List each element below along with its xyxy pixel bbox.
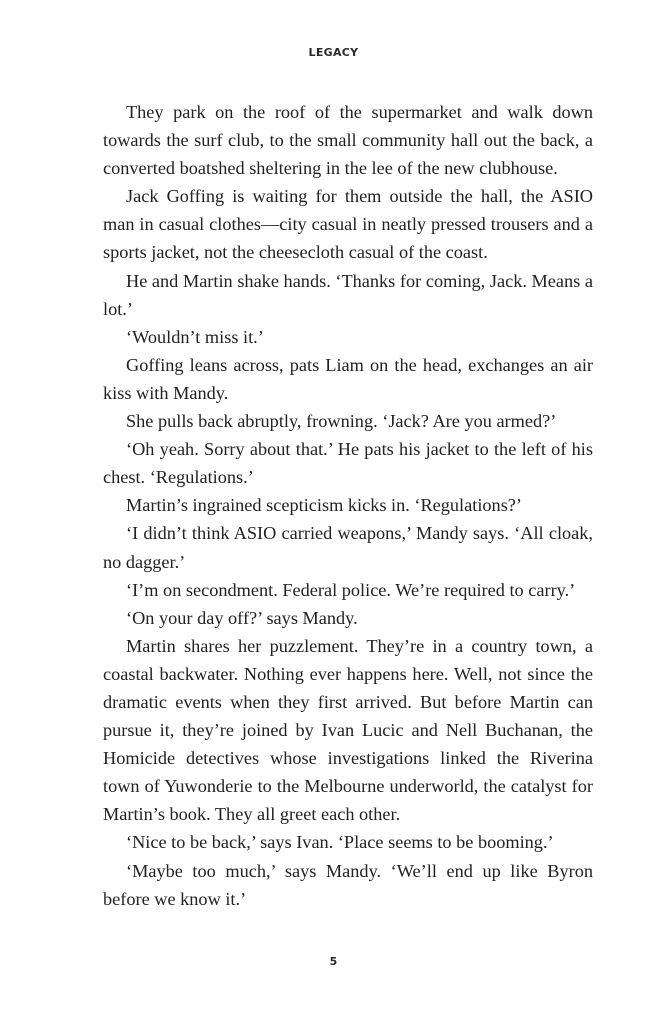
- paragraph: ‘Oh yeah. Sorry about that.’ He pats his jacket to the left of his chest. ‘Regulations.’: [103, 439, 593, 488]
- paragraph: She pulls back abruptly, frowning. ‘Jack? Are you armed?’: [126, 411, 557, 432]
- paragraph: Martin’s ingrained scepticism kicks in. ‘Regulations?’: [126, 495, 523, 516]
- paragraph: Jack Goffing is waiting for them outside the hall, the ASIO man in casual clothes—city casual in neatly pressed trousers and a sports jacket, not the cheesecloth casual of the coast.: [103, 186, 593, 263]
- paragraph: ‘I didn’t think ASIO carried weapons,’ Mandy says. ‘All cloak, no dagger.’: [103, 523, 593, 572]
- paragraph: ‘I’m on secondment. Federal police. We’re required to carry.’: [126, 579, 576, 600]
- paragraph: Martin shares her puzzlement. They’re in a country town, a coastal backwater. Nothing ever happens here. Well, not since the dramatic events when they first arrived. But before Martin can pursue it, they’re joined by Ivan Lucic and Nell Buchanan, the Homicide detectives whose investigations linked the Riverina town of Yuwonderie to the Melbourne underworld, the catalyst for Martin’s book. They all greet each other.: [103, 635, 593, 825]
- paragraph: ‘Nice to be back,’ says Ivan. ‘Place seems to be booming.’: [126, 832, 554, 853]
- paragraph: He and Martin shake hands. ‘Thanks for coming, Jack. Means a lot.’: [103, 270, 593, 319]
- page-number: 5: [329, 955, 338, 968]
- paragraph: ‘Wouldn’t miss it.’: [126, 326, 264, 347]
- paragraph: Goffing leans across, pats Liam on the head, exchanges an air kiss with Mandy.: [103, 354, 593, 403]
- paragraph: They park on the roof of the supermarket and walk down towards the surf club, to the small community hall out the back, a converted boatshed sheltering in the lee of the new clubhouse.: [103, 102, 593, 179]
- paragraph: ‘On your day off?’ says Mandy.: [126, 607, 358, 628]
- body-text: [103, 98, 593, 913]
- paragraph: ‘Maybe too much,’ says Mandy. ‘We’ll end up like Byron before we know it.’: [103, 860, 593, 909]
- running-head: LEGACY: [308, 46, 359, 59]
